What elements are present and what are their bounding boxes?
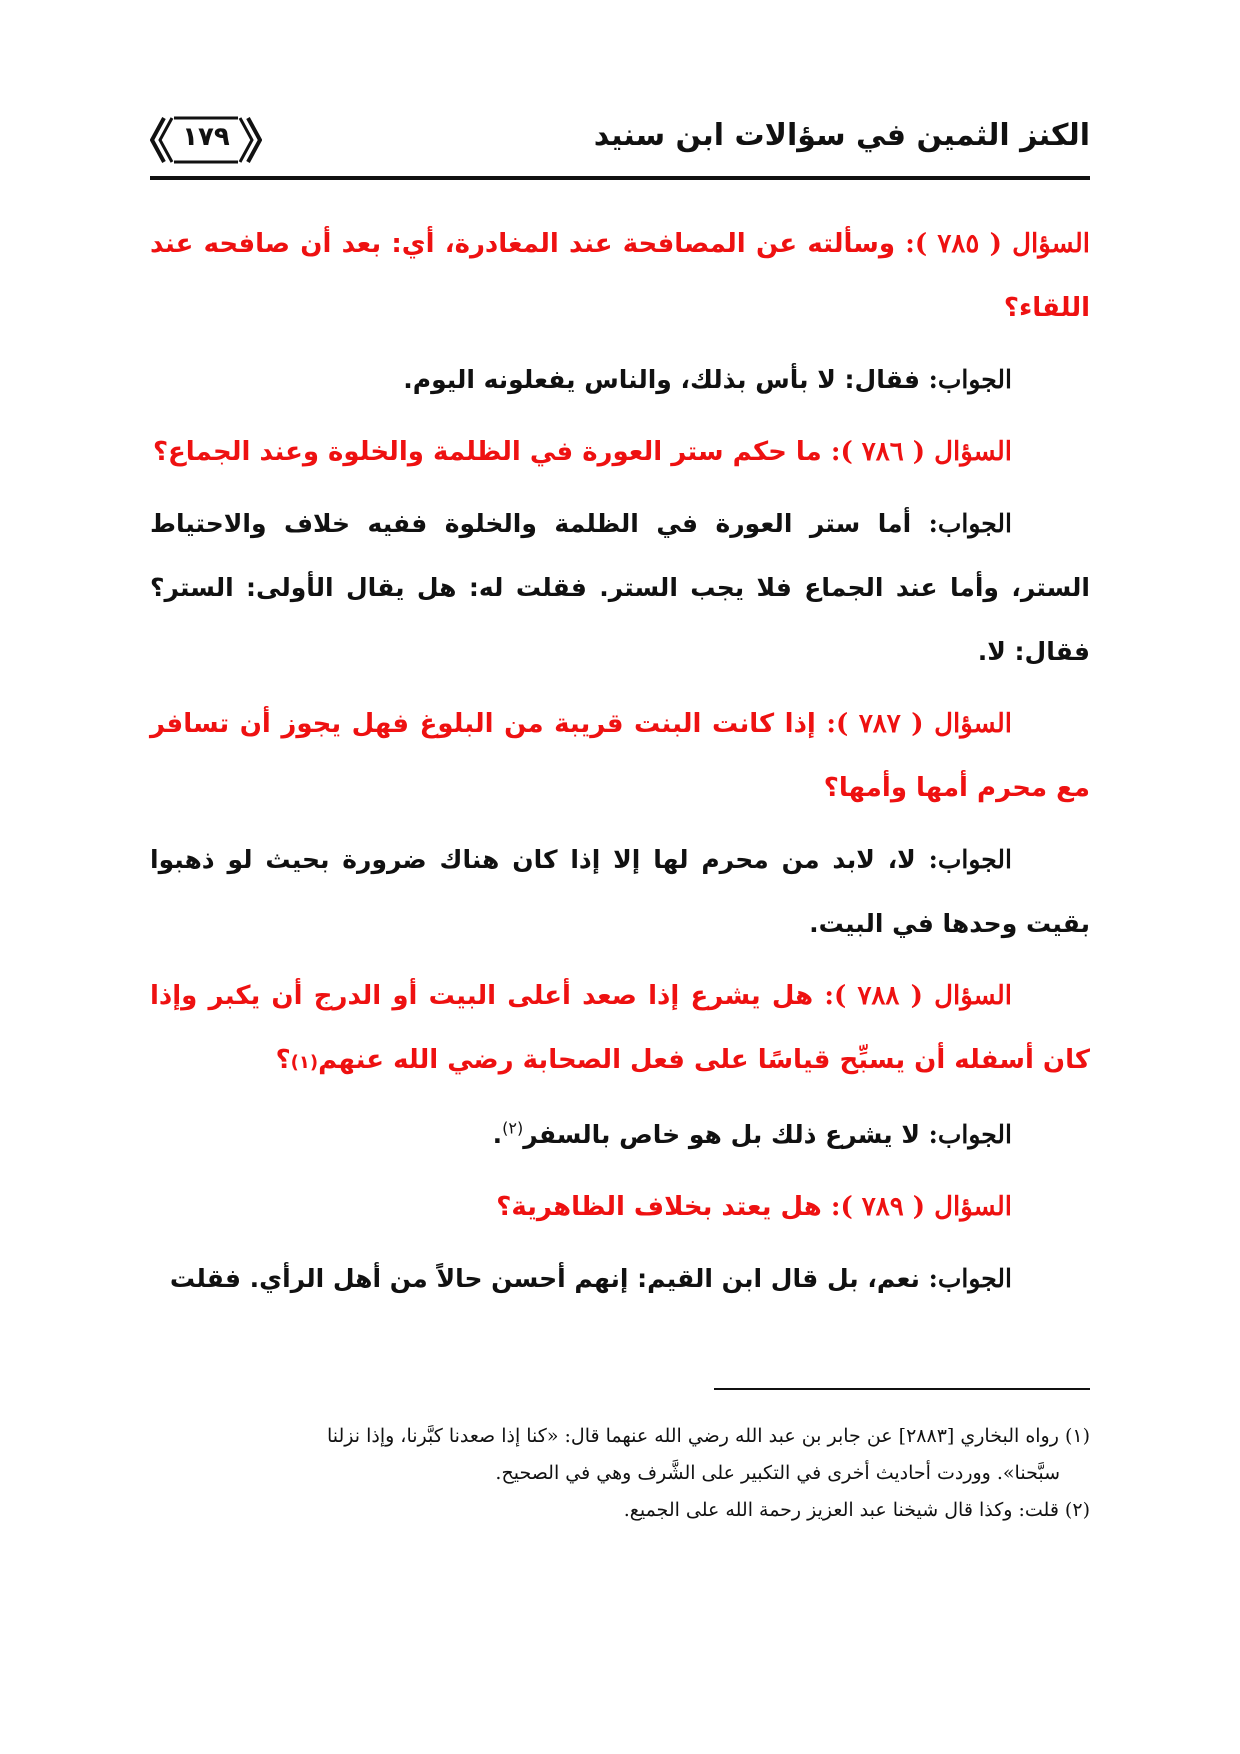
answer-label: الجواب:: [928, 365, 1012, 394]
question-786: [150, 420, 1090, 484]
page-header: [150, 100, 1090, 180]
answer-786: [150, 492, 1090, 684]
answer-text: نعم، بل قال ابن القيم: إنهم أحسن حالاً من أهل الرأي. فقلت: [169, 1264, 920, 1293]
answer-label: الجواب:: [928, 1120, 1012, 1149]
footnote-marker[interactable]: (١): [290, 1052, 319, 1073]
header-divider: [150, 176, 1090, 180]
answer-text: أما ستر العورة في الظلمة والخلوة ففيه خلاف والاحتياط الستر، وأما عند الجماع فلا يجب الستر. فقلت له: هل يقال الأولى: الستر؟ فقال: لا.: [150, 509, 1090, 666]
answer-789: [150, 1247, 1090, 1311]
answer-text: لا، لابد من محرم لها إلا إذا كان هناك ضرورة بحيث لو ذهبوا بقيت وحدها في البيت.: [150, 845, 1090, 938]
question-end: ؟: [275, 1045, 291, 1075]
question-label: السؤال ( ٧٨٦ ):: [830, 437, 1012, 467]
question-text: وسألته عن المصافحة عند المغادرة، أي: بعد أن صافحه عند اللقاء؟: [150, 229, 1090, 323]
question-label: السؤال ( ٧٨٩ ):: [830, 1192, 1012, 1222]
answer-label: الجواب:: [928, 509, 1012, 538]
question-text: إذا كانت البنت قريبة من البلوغ فهل يجوز أن تسافر مع محرم أمها وأمها؟: [150, 709, 1090, 803]
footnote-1-continued: سبَّحنا». ووردت أحاديث أخرى في التكبير على الشَّرف وهي في الصحيح.: [495, 1462, 1060, 1484]
question-789: [150, 1175, 1090, 1239]
question-787: [150, 692, 1090, 820]
footnote-divider: [714, 1388, 1090, 1390]
answer-785: [150, 348, 1090, 412]
question-785: [150, 212, 1090, 340]
question-text: ما حكم ستر العورة في الظلمة والخلوة وعند الجماع؟: [152, 437, 822, 467]
answer-end: .: [492, 1120, 503, 1149]
answer-text: فقال: لا بأس بذلك، والناس يفعلونه اليوم.: [403, 365, 920, 394]
page-number: ١٧٩: [182, 122, 230, 152]
footnote-2: (٢) قلت: وكذا قال شيخنا عبد العزيز رحمة الله على الجميع.: [623, 1499, 1090, 1521]
footnote-marker[interactable]: (٢): [502, 1118, 524, 1138]
answer-text: لا يشرع ذلك بل هو خاص بالسفر: [523, 1120, 920, 1149]
question-text: هل يشرع إذا صعد أعلى البيت أو الدرج أن يكبر وإذا كان أسفله أن يسبِّح قياسًا على فعل الصحابة رضي الله عنهم: [150, 981, 1090, 1075]
footnote-1: (١) رواه البخاري [٢٨٨٣] عن جابر بن عبد الله رضي الله عنهما قال: «كنا إذا صعدنا كبَّرنا، وإذا نزلنا: [326, 1425, 1090, 1447]
page-number-badge: [150, 114, 262, 166]
answer-788: [150, 1103, 1090, 1167]
question-text: هل يعتد بخلاف الظاهرية؟: [496, 1192, 822, 1222]
footnotes: [150, 1418, 1090, 1529]
question-label: السؤال ( ٧٨٥ ):: [905, 229, 1091, 259]
question-label: السؤال ( ٧٨٨ ):: [824, 981, 1012, 1011]
book-title: الكنز الثمين في سؤالات ابن سنيد: [593, 118, 1090, 153]
main-content: [150, 212, 1090, 1311]
answer-label: الجواب:: [928, 845, 1012, 874]
question-label: السؤال ( ٧٨٧ ):: [826, 709, 1012, 739]
answer-label: الجواب:: [928, 1264, 1012, 1293]
question-788: [150, 964, 1090, 1095]
answer-787: [150, 828, 1090, 956]
